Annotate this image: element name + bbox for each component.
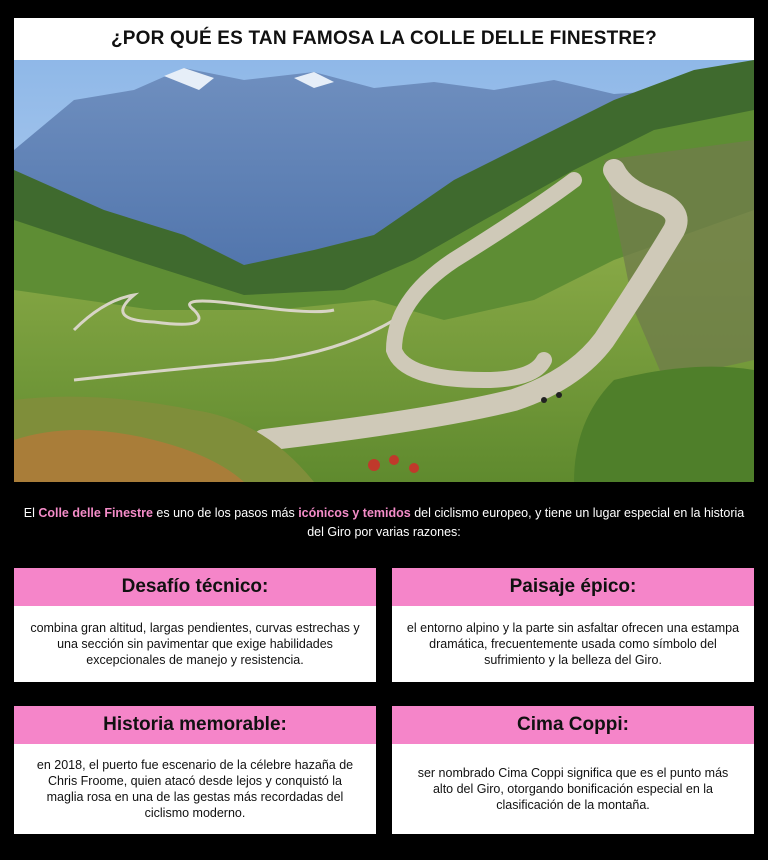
card-body: ser nombrado Cima Coppi significa que es el punto más alto del Giro, otorgando bonificación especial en la clasificación de la montaña. <box>417 766 729 812</box>
card-heading: Paisaje épico: <box>392 568 754 606</box>
card-heading: Desafío técnico: <box>14 568 376 606</box>
intro-highlight-2: icónicos y temidos <box>298 506 411 520</box>
mountain-road-photo <box>14 60 754 482</box>
intro-highlight-1: Colle delle Finestre <box>38 506 153 520</box>
card-desafio-tecnico <box>14 568 376 682</box>
photo-illustration <box>14 60 754 482</box>
page-title: ¿POR QUÉ ES TAN FAMOSA LA COLLE DELLE FINESTRE? <box>111 28 657 49</box>
intro-text-2: es uno de los pasos más <box>152 506 299 520</box>
card-cima-coppi <box>392 706 754 834</box>
intro-paragraph <box>20 504 748 542</box>
card-body: en 2018, el puerto fue escenario de la célebre hazaña de Chris Froome, quien atacó desde lejos y conquistó la maglia rosa en una de las gestas más recordadas del ciclismo moderno. <box>36 758 354 820</box>
intro-text-1: El <box>23 506 39 520</box>
card-historia-memorable <box>14 706 376 834</box>
card-paisaje-epico <box>392 568 754 682</box>
title-bar <box>14 18 754 60</box>
card-heading: Historia memorable: <box>14 706 376 744</box>
card-heading: Cima Coppi: <box>392 706 754 744</box>
intro-text-3: del ciclismo europeo, y tiene un lugar especial en la historia del Giro por varias razones: <box>307 506 745 539</box>
card-body: combina gran altitud, largas pendientes, curvas estrechas y una sección sin pavimentar que exige habilidades excepcionales de manejo y resistencia. <box>30 621 360 667</box>
card-body: el entorno alpino y la parte sin asfaltar ofrecen una estampa dramática, frecuentemente usada como símbolo del sufrimiento y la belleza del Giro. <box>406 621 740 667</box>
